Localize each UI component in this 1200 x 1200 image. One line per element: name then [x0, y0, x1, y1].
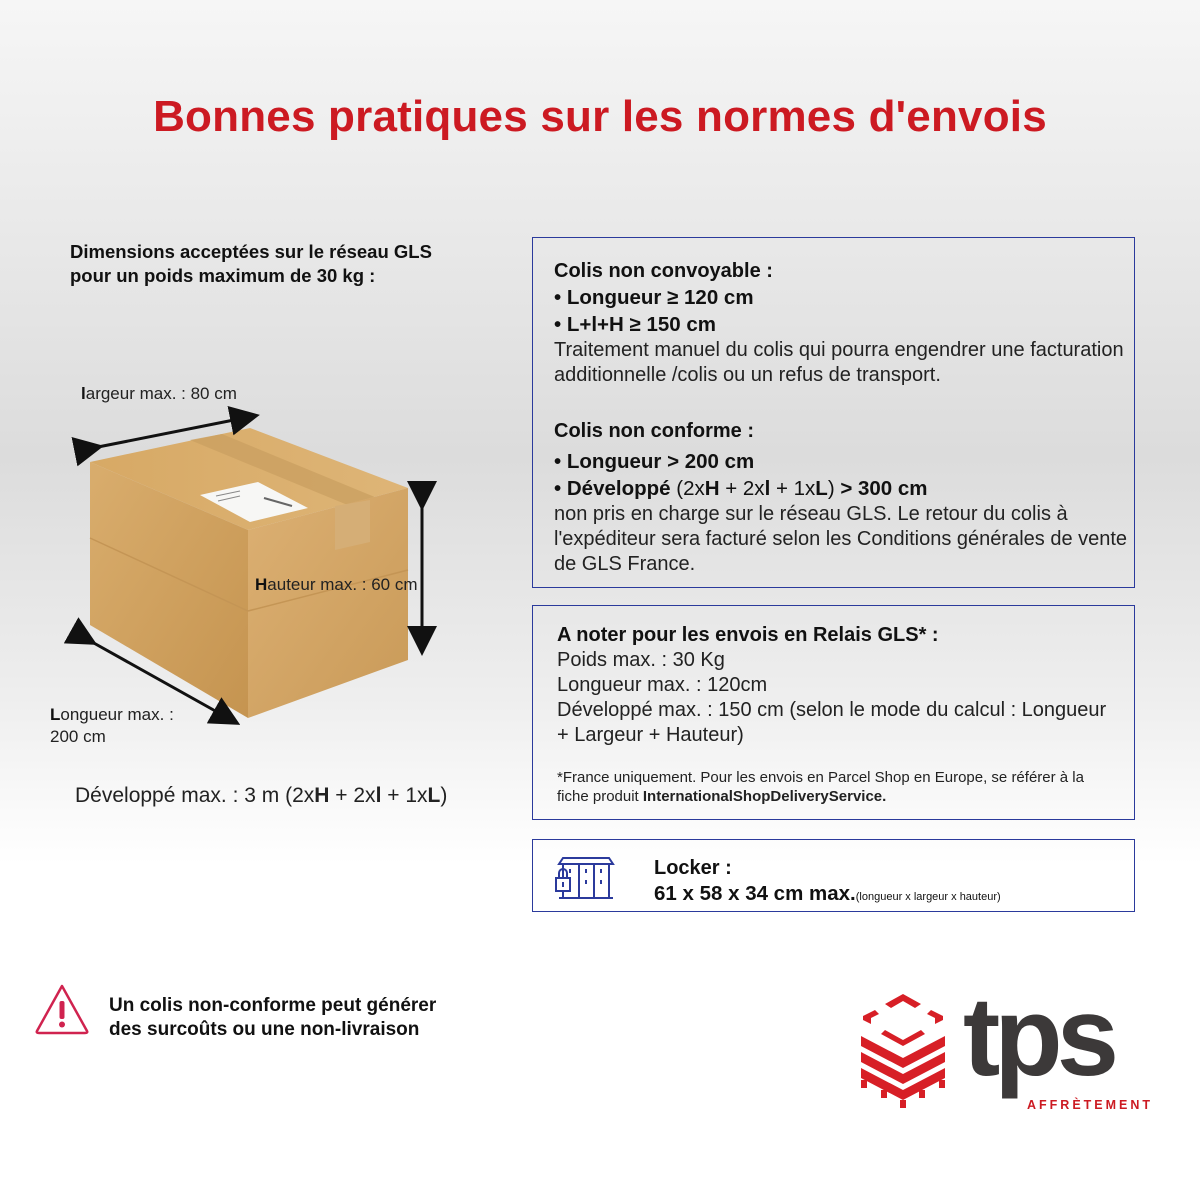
non-convoyable-text: Traitement manuel du colis qui pourra engendrer une facturation additionnelle /colis ou un refus de transport.	[554, 339, 1124, 386]
box-icon	[40, 370, 480, 760]
pallet-logo-icon	[855, 990, 955, 1120]
locker-icon	[555, 856, 615, 900]
warning-notice	[34, 982, 514, 1042]
non-conforme-heading: Colis non conforme :	[554, 420, 754, 442]
locker-text	[654, 855, 1001, 910]
developpe-max-line: Développé max. : 3 m (2xH + 2xl + 1xL)	[75, 784, 448, 807]
locker-title: Locker :	[654, 857, 732, 879]
relais-heading: A noter pour les envois en Relais GLS* :	[557, 624, 939, 646]
relais-poids: Poids max. : 30 Kg	[557, 649, 725, 671]
dimensions-heading	[70, 240, 520, 288]
non-convoyable-heading: Colis non convoyable :	[554, 260, 773, 282]
warning-text: Un colis non-conforme peut générer des surcoûts ou une non-livraison	[109, 995, 437, 1040]
non-convoyable-bullet-1: • Longueur ≥ 120 cm	[554, 286, 754, 309]
hauteur-label: Hauteur max. : 60 cm	[255, 575, 418, 594]
cardboard-box-illustration	[40, 370, 480, 760]
dimensions-heading-line1: Dimensions acceptées sur le réseau GLS	[70, 241, 432, 262]
logo-wordmark: tps	[963, 974, 1113, 1099]
relais-card	[532, 605, 1135, 820]
logo-subtitle: AFFRÈTEMENT	[1027, 1098, 1154, 1112]
relais-longueur: Longueur max. : 120cm	[557, 674, 768, 696]
largeur-label: largeur max. : 80 cm	[81, 384, 237, 403]
non-conforme-text: non pris en charge sur le réseau GLS. Le retour du colis à l'expéditeur sera facturé selon les Conditions générales de vente de GLS France.	[554, 503, 1128, 575]
locker-size: 61 x 58 x 34 cm max.(longueur x largeur x hauteur)	[654, 882, 1001, 905]
tps-logo	[855, 974, 1155, 1120]
non-conforme-bullet-1: • Longueur > 200 cm	[554, 450, 755, 473]
locker-card	[532, 839, 1135, 912]
relais-developpe: Développé max. : 150 cm (selon le mode du calcul : Longueur + Largeur + Hauteur)	[557, 699, 1107, 746]
warning-triangle-icon	[34, 982, 90, 1036]
non-conforme-bullet-2: • Développé (2xH + 2xl + 1xL) > 300 cm	[554, 477, 928, 500]
non-convoyable-bullet-2: • L+l+H ≥ 150 cm	[554, 313, 717, 336]
relais-footnote: *France uniquement. Pour les envois en Parcel Shop en Europe, se référer à la fiche produit InternationalShopDeliveryService.	[557, 769, 1084, 805]
rules-card	[532, 237, 1135, 588]
page-title: Bonnes pratiques sur les normes d'envois	[153, 92, 1047, 141]
longueur-label: Longueur max. : 200 cm	[50, 705, 174, 746]
dimensions-heading-line2: pour un poids maximum de 30 kg :	[70, 265, 376, 286]
